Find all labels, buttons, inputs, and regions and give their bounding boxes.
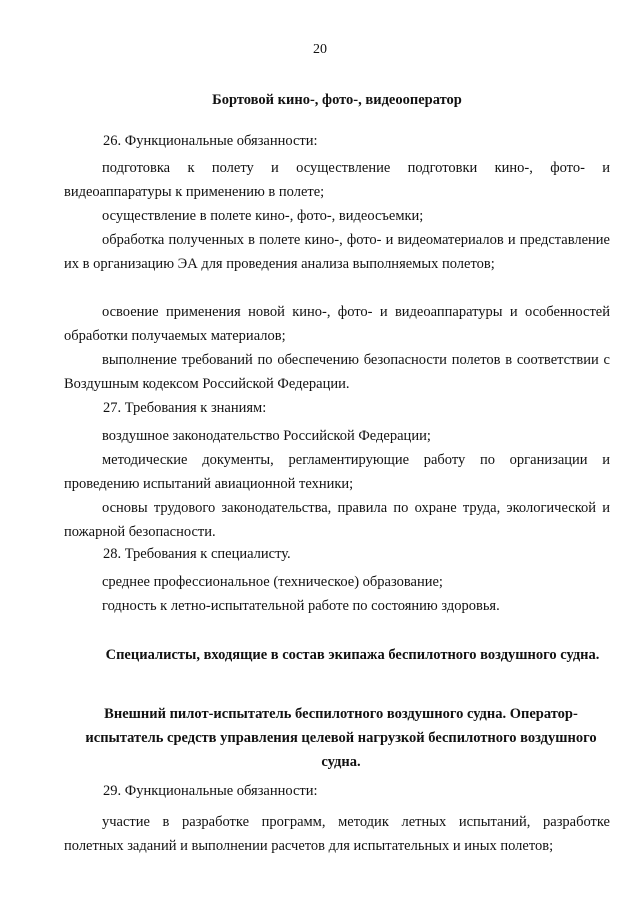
section-26-item: осуществление в полете кино-, фото-, видеосъемки; bbox=[102, 208, 424, 224]
section-27-item: воздушное законодательство Российской Федерации; bbox=[102, 428, 431, 444]
section-29-item: участие в разработке программ, методик летных испытаний, разработке полетных заданий и выполнении расчетов для испытательных и иных полетов; bbox=[64, 814, 610, 854]
section-28-item: годность к летно-испытательной работе по состоянию здоровья. bbox=[102, 598, 500, 614]
heading-uav-pilot: Внешний пилот-испытатель беспилотного воздушного судна. Оператор-испытатель средств управления целевой нагрузкой беспилотного воздушного судна. bbox=[85, 706, 597, 770]
section-27-item: методические документы, регламентирующие работу по организации и проведению испытаний авиационной техники; bbox=[64, 452, 610, 492]
section-26-title: 26. Функциональные обязанности: bbox=[103, 133, 318, 149]
heading-uav-crew: Специалисты, входящие в состав экипажа беспилотного воздушного судна. bbox=[105, 647, 600, 663]
section-28-title: 28. Требования к специалисту. bbox=[103, 546, 291, 562]
heading-onboard-operator: Бортовой кино-, фото-, видеооператор bbox=[212, 92, 462, 108]
section-27-title: 27. Требования к знаниям: bbox=[103, 400, 267, 416]
section-26-item: обработка полученных в полете кино-, фото- и видеоматериалов и представление их в организацию ЭА для проведения анализа выполняемых полетов; bbox=[64, 232, 610, 272]
section-29-title: 29. Функциональные обязанности: bbox=[103, 783, 318, 799]
section-28-item: среднее профессиональное (техническое) образование; bbox=[102, 574, 443, 590]
page-number: 20 bbox=[313, 42, 327, 57]
section-26-item: выполнение требований по обеспечению безопасности полетов в соответствии с Воздушным кодексом Российской Федерации. bbox=[64, 352, 610, 392]
section-27-item: основы трудового законодательства, правила по охране труда, экологической и пожарной безопасности. bbox=[64, 500, 610, 540]
section-26-item: подготовка к полету и осуществление подготовки кино-, фото- и видеоаппаратуры к применению в полете; bbox=[64, 160, 610, 200]
section-26-item: освоение применения новой кино-, фото- и видеоаппаратуры и особенностей обработки получаемых материалов; bbox=[64, 304, 610, 344]
